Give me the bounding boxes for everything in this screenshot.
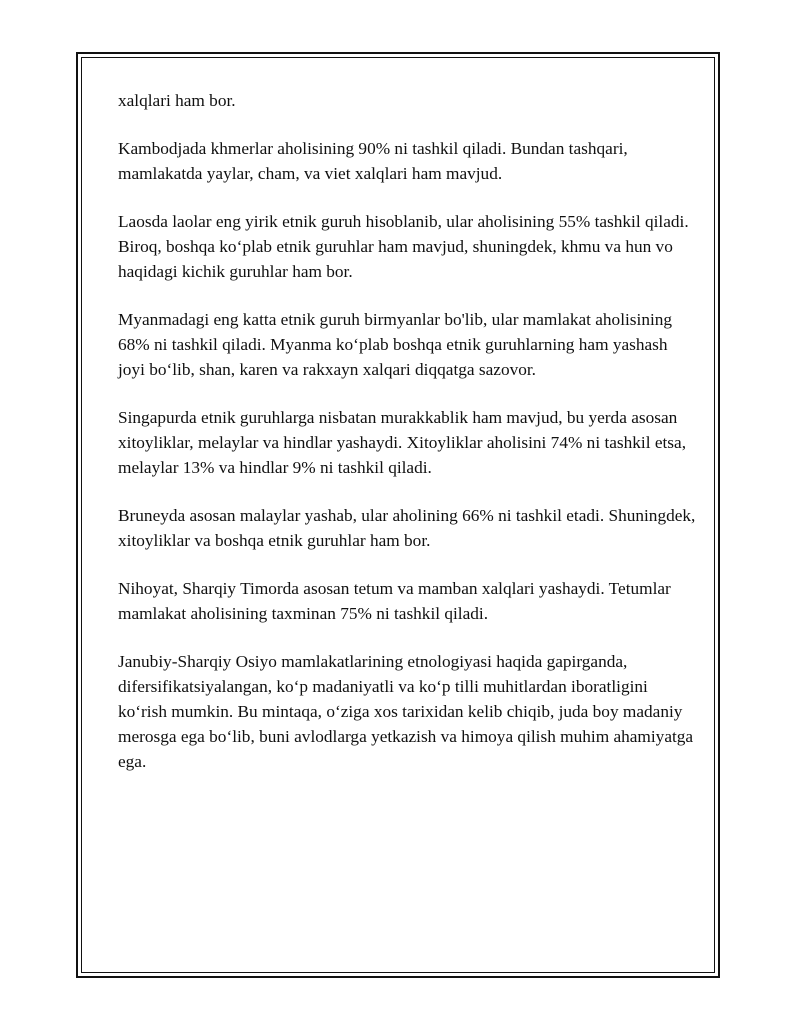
paragraph-continuation: xalqlari ham bor. xyxy=(118,91,236,110)
paragraph-laos: Laosda laolar eng yirik etnik guruh hisoblanib, ular aholisining 55% tashkil qiladi. Biroq, boshqa ko‘plab etnik guruhlar ham mavjud, shuningdek, khmu va hun vo haqidagi kichik guruhlar ham bor. xyxy=(118,212,689,281)
paragraph-myanmar: Myanmadagi eng katta etnik guruh birmyanlar bo'lib, ular mamlakat aholisining 68% ni tashkil qiladi. Myanma ko‘plab boshqa etnik guruhlarning ham yashash joyi bo‘lib, shan, karen va rakxayn xalqari diqqatga sazovor. xyxy=(118,310,673,379)
paragraph-brunei: Bruneyda asosan malaylar yashab, ular aholining 66% ni tashkil etadi. Shuningdek, xitoyliklar va boshqa etnik guruhlar ham bor. xyxy=(118,506,696,550)
paragraph-east-timor: Nihoyat, Sharqiy Timorda asosan tetum va mamban xalqlari yashaydi. Tetumlar mamlakat aholisining taxminan 75% ni tashkil qiladi. xyxy=(118,579,671,623)
document-body xyxy=(118,88,698,797)
paragraph-cambodia: Kambodjada khmerlar aholisining 90% ni tashkil qiladi. Bundan tashqari, mamlakatda yaylar, cham, va viet xalqlari ham mavjud. xyxy=(118,139,628,183)
paragraph-singapore: Singapurda etnik guruhlarga nisbatan murakkablik ham mavjud, bu yerda asosan xitoyliklar, melaylar va hindlar yashaydi. Xitoyliklar aholisini 74% ni tashkil etsa, melaylar 13% va hindlar 9% ni tashkil qiladi. xyxy=(118,408,687,477)
paragraph-conclusion: Janubiy-Sharqiy Osiyo mamlakatlarining etnologiyasi haqida gapirganda, difersifikatsiyalangan, ko‘p madaniyatli va ko‘p tilli muhitlardan iboratligini ko‘rish mumkin. Bu mintaqa, o‘ziga xos tarixidan kelib chiqib, juda boy madaniy merosga ega bo‘lib, buni avlodlarga yetkazish va himoya qilish muhim ahamiyatga ega. xyxy=(118,652,694,771)
